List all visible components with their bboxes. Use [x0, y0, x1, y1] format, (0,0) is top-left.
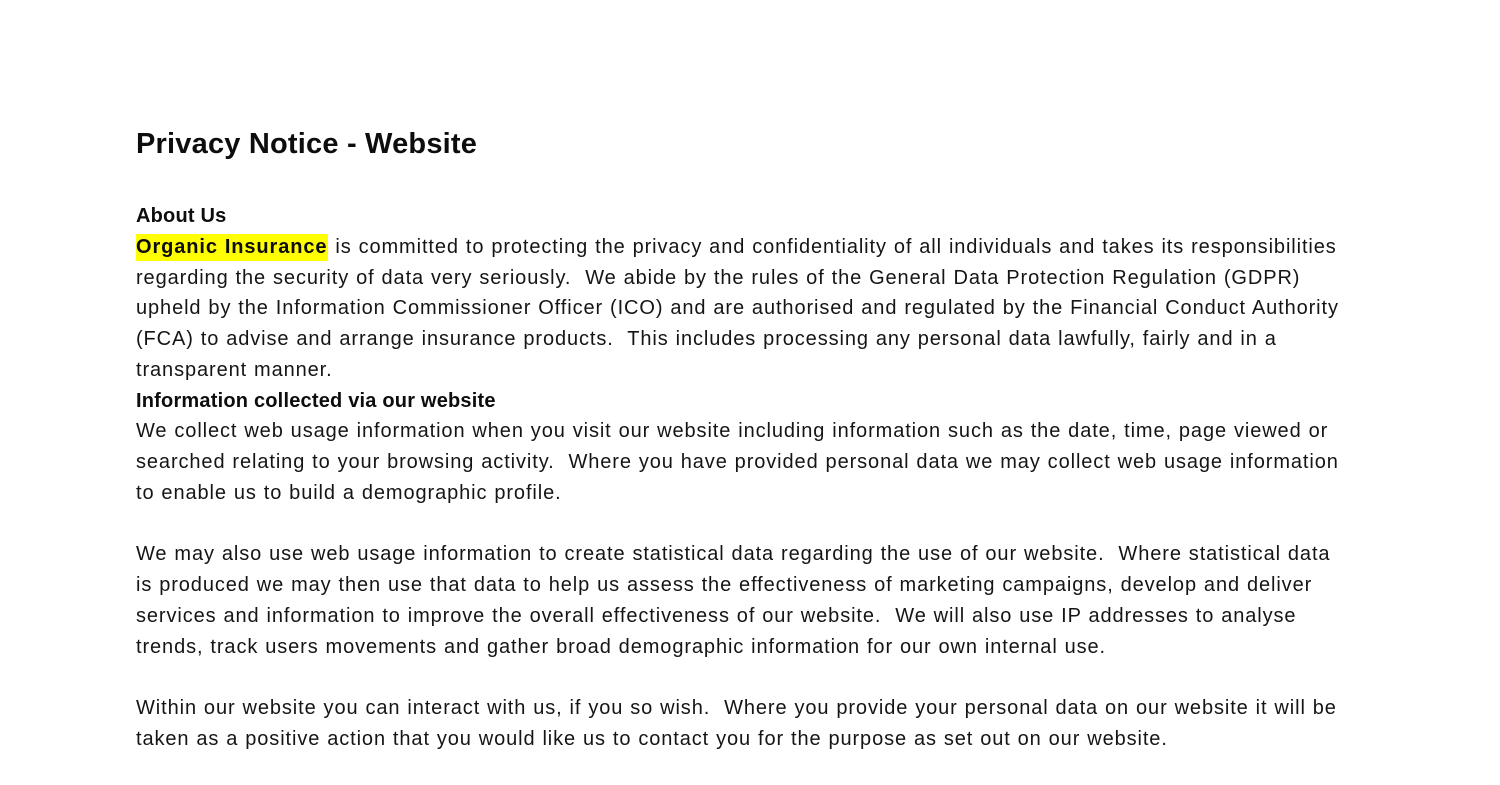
paragraph-web-usage-collection: We collect web usage information when you visit our website including information such as the date, time, page viewed or searched relating to your browsing activity. Where you have provided personal data we may collect web usage information to enable us to build a demographic profile.	[136, 420, 1346, 504]
page-title: Privacy Notice - Website	[136, 128, 478, 160]
section-about-us	[136, 201, 1344, 386]
document-body	[136, 124, 1344, 755]
highlighted-company-name: Organic Insurance	[136, 234, 328, 261]
section-heading-information-collected: Information collected via our website	[136, 389, 496, 412]
paragraph-about-us-text: is committed to protecting the privacy and confidentiality of all individuals and takes its responsibilities regarding the security of data very seriously. We abide by the rules of the General Data Protection Regulation (GDPR) upheld by the Information Commissioner Officer (ICO) and are authorised and regulated by the Financial Conduct Authority (FCA) to advise and arrange insurance products. This includes processing any personal data lawfully, fairly and in a transparent manner.	[136, 235, 1346, 381]
section-heading-about-us: About Us	[136, 205, 227, 227]
section-information-collected	[136, 386, 1344, 755]
paragraph-website-interaction: Within our website you can interact with us, if you so wish. Where you provide your personal data on our website it will be taken as a positive action that you would like us to contact you for the purpose as set out on our website.	[136, 697, 1344, 750]
paragraph-statistical-data: We may also use web usage information to create statistical data regarding the use of our website. Where statistical data is produced we may then use that data to help us assess the effectiveness of marketing campaigns, develop and deliver services and information to improve the overall effectiveness of our website. We will also use IP addresses to analyse trends, track users movements and gather broad demographic information for our own internal use.	[136, 543, 1338, 658]
paragraph-about-us	[136, 232, 1344, 386]
